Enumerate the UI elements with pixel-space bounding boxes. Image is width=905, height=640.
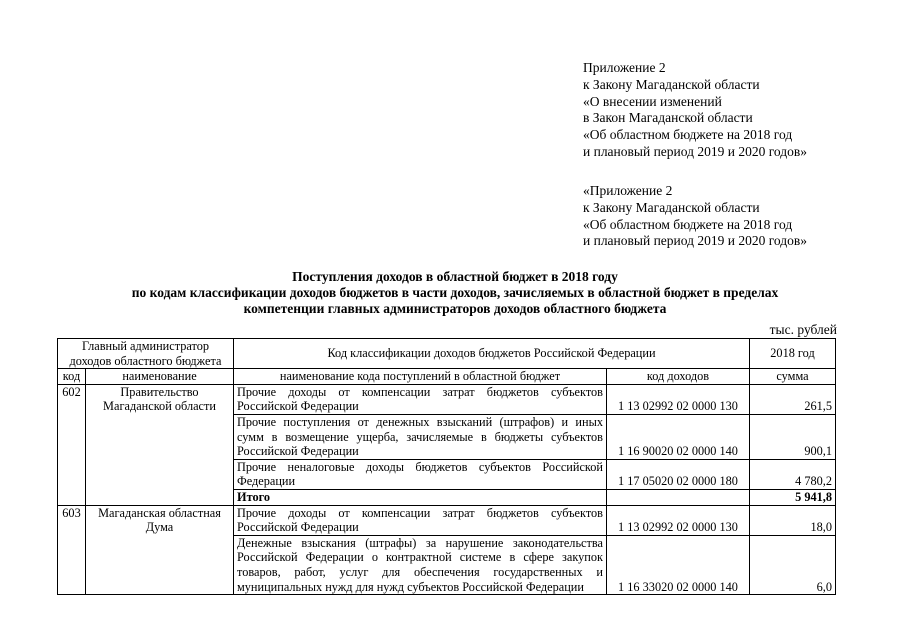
appendix-line: и плановый период 2019 и 2020 годов»	[583, 143, 808, 159]
header-income-name: наименование кода поступлений в областной бюджет	[234, 369, 607, 385]
appendix-line: в Закон Магаданской области	[583, 110, 753, 126]
income-amount: 4 780,2	[750, 459, 836, 489]
appendix-line: к Закону Магаданской области	[583, 76, 760, 92]
header-amount: сумма	[750, 369, 836, 385]
total-label: Итого	[234, 489, 607, 505]
header-row-2	[58, 369, 836, 385]
admin-code: 602	[58, 384, 86, 505]
table-row	[58, 384, 836, 414]
header-name: наименование	[86, 369, 234, 385]
appendix-line: Приложение 2	[583, 60, 666, 75]
appendix-line: «Об областном бюджете на 2018 год	[583, 216, 793, 232]
appendix-line: «О внесении изменений	[583, 93, 722, 109]
appendix-line: и плановый период 2019 и 2020 годов»	[583, 233, 808, 249]
income-amount: 6,0	[750, 535, 836, 594]
income-amount: 900,1	[750, 414, 836, 459]
income-name: Денежные взыскания (штрафы) за нарушение законодательства Российской Федерации о контрактной системе в сфере закупок товаров, работ, услуг для обеспечения государственных и муниципальных нужд для нужд субъектов Российской Федерации	[234, 535, 607, 594]
title-line: по кодам классификации доходов бюджетов в части доходов, зачисляемых в областной бюджет в пределах	[131, 285, 779, 300]
header-row-1	[58, 339, 836, 369]
appendix-note	[583, 60, 807, 161]
income-name: Прочие поступления от денежных взысканий (штрафов) и иных сумм в возмещение ущерба, зачисляемые в бюджеты субъектов Российской Федерации	[234, 414, 607, 459]
admin-code: 603	[58, 505, 86, 595]
income-amount: 261,5	[750, 384, 836, 414]
income-code: 1 16 90020 02 0000 140	[607, 414, 750, 459]
admin-name: Правительство Магаданской области	[86, 384, 234, 505]
income-code: 1 16 33020 02 0000 140	[607, 535, 750, 594]
appendix-line: «Об областном бюджете на 2018 год	[583, 127, 793, 143]
income-code: 1 17 05020 02 0000 180	[607, 459, 750, 489]
income-name: Прочие доходы от компенсации затрат бюджетов субъектов Российской Федерации	[234, 505, 607, 535]
document-title	[40, 269, 870, 317]
header-admin-group: Главный администратор доходов областного бюджета	[58, 339, 234, 369]
table-row	[58, 505, 836, 535]
admin-name: Магаданская областная Дума	[86, 505, 234, 595]
appendix-note-2	[583, 183, 807, 250]
appendix-line: «Приложение 2	[583, 183, 673, 198]
total-code-empty	[607, 489, 750, 505]
income-amount: 18,0	[750, 505, 836, 535]
title-line: Поступления доходов в областной бюджет в 2018 году	[292, 269, 618, 284]
header-classification-group: Код классификации доходов бюджетов Российской Федерации	[234, 339, 750, 369]
income-name: Прочие неналоговые доходы бюджетов субъектов Российской Федерации	[234, 459, 607, 489]
title-line: компетенции главных администраторов доходов областного бюджета	[243, 301, 667, 316]
income-code: 1 13 02992 02 0000 130	[607, 505, 750, 535]
header-year: 2018 год	[750, 339, 836, 369]
header-income-code: код доходов	[607, 369, 750, 385]
income-table	[57, 338, 836, 595]
income-code: 1 13 02992 02 0000 130	[607, 384, 750, 414]
appendix-line: к Закону Магаданской области	[583, 199, 760, 215]
income-name: Прочие доходы от компенсации затрат бюджетов субъектов Российской Федерации	[234, 384, 607, 414]
header-code: код	[58, 369, 86, 385]
units-label: тыс. рублей	[769, 322, 837, 337]
total-amount: 5 941,8	[750, 489, 836, 505]
